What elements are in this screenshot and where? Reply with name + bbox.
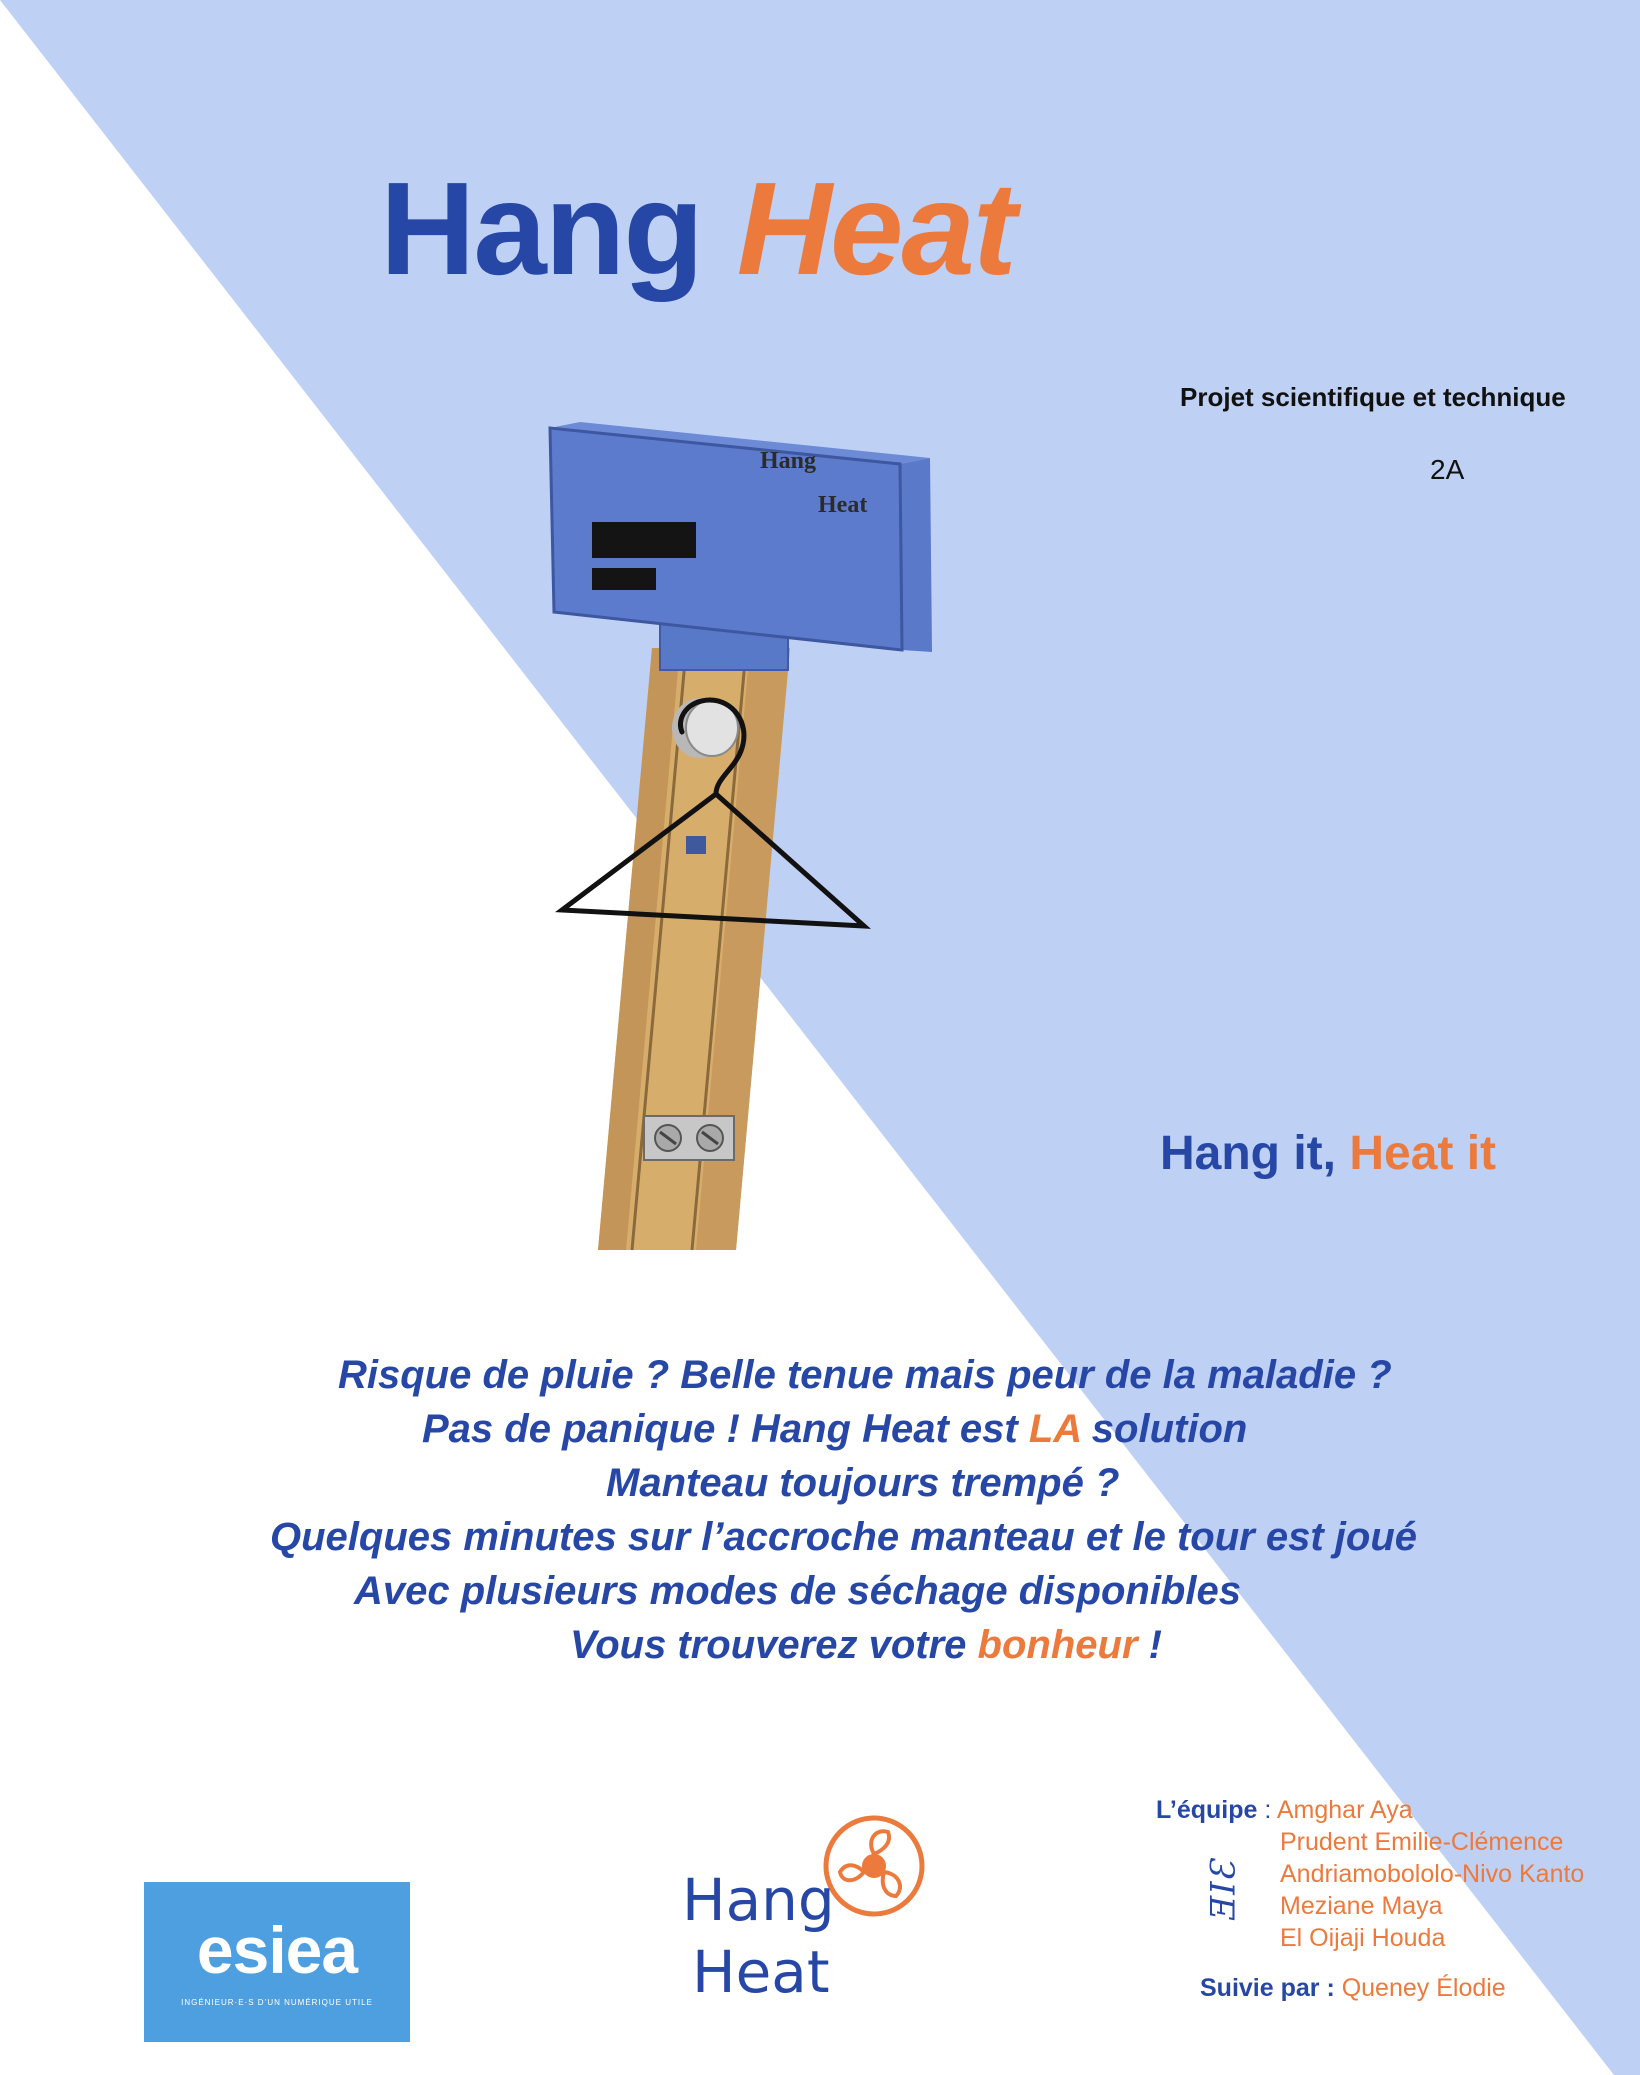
logo-word-heat: Heat — [692, 1938, 830, 2006]
title-hang: Hang — [380, 155, 702, 302]
supervisor-label: Suivie par : — [1200, 1974, 1335, 2002]
display-screen — [592, 522, 696, 558]
pitch-line-2-end: solution — [1080, 1407, 1248, 1451]
control-box — [550, 422, 932, 652]
slogan — [1160, 1126, 1496, 1181]
product-illustration — [540, 410, 960, 1260]
supervisor-name: Queney Élodie — [1334, 1974, 1506, 2002]
team-member: Andriamobololo-Nivo Kanto — [1280, 1860, 1585, 1888]
pitch-line-6-highlight: bonheur — [977, 1623, 1138, 1667]
esiea-logo — [144, 1882, 410, 2042]
team-member: Amghar Aya — [1276, 1796, 1413, 1824]
team-label: L’équipe — [1156, 1796, 1258, 1824]
slogan-heat: Heat it — [1349, 1127, 1497, 1180]
sensor — [686, 836, 706, 854]
pitch-line-6 — [570, 1618, 1162, 1672]
page-title — [380, 150, 1015, 308]
pitch-line-6-start: Vous trouverez votre — [570, 1623, 978, 1667]
screw-bracket — [644, 1116, 734, 1160]
team-member: Prudent Emilie-Clémence — [1280, 1828, 1564, 1856]
pitch-line-2-highlight: LA — [1028, 1407, 1081, 1451]
supervisor — [1200, 1974, 1506, 2003]
team-row-1 — [1156, 1794, 1584, 1826]
project-logo — [670, 1800, 940, 2050]
pitch-line-6-end: ! — [1137, 1623, 1162, 1667]
team-member: El Oijaji Houda — [1280, 1924, 1446, 1952]
pitch-line-4: Quelques minutes sur l’accroche manteau et le tour est joué — [270, 1515, 1417, 1559]
slogan-hang: Hang it, — [1160, 1127, 1336, 1180]
box-label-heat: Heat — [818, 492, 868, 518]
pitch-line-1: Risque de pluie ? Belle tenue mais peur de la maladie ? — [338, 1353, 1392, 1397]
pitch-line-2 — [422, 1402, 1247, 1456]
title-heat: Heat — [736, 155, 1015, 302]
year-level: 2A — [1430, 454, 1465, 485]
box-label-hang: Hang — [760, 448, 817, 474]
pitch-line-2-start: Pas de panique ! Hang Heat est — [422, 1407, 1029, 1451]
logo-word-hang: Hang — [682, 1866, 835, 1934]
pitch-line-5: Avec plusieurs modes de séchage disponibles — [354, 1569, 1241, 1613]
project-subtitle: Projet scientifique et technique — [1180, 382, 1566, 412]
team-member: Meziane Maya — [1280, 1892, 1443, 1920]
team-mark: ƎIƐ — [1203, 1860, 1244, 1920]
esiea-logo-word: esiea — [196, 1913, 358, 1987]
pitch-line-3: Manteau toujours trempé ? — [606, 1461, 1120, 1505]
team-colon: : — [1257, 1796, 1277, 1824]
fan-icon — [826, 1818, 922, 1914]
esiea-logo-tagline: INGÉNIEUR·E·S D’UN NUMÉRIQUE UTILE — [181, 1998, 373, 2007]
control-button — [592, 568, 656, 590]
